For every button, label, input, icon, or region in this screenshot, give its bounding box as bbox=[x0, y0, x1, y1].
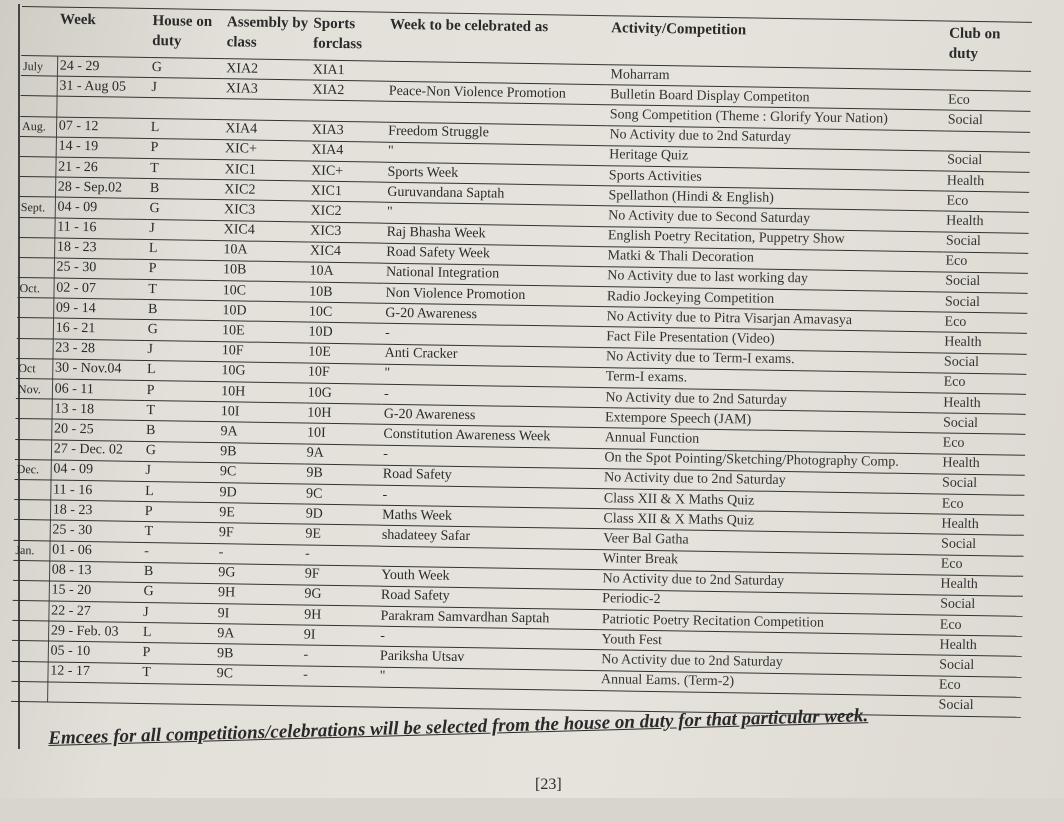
cell-week: 02 - 07 bbox=[54, 278, 147, 300]
schedule-body bbox=[11, 55, 1031, 717]
cell-club: Health bbox=[938, 575, 1023, 597]
cell-house: G bbox=[150, 58, 225, 79]
cell-week: 01 - 06 bbox=[49, 541, 142, 563]
cell-month: Oct. bbox=[17, 278, 54, 299]
cell-activity: Term-I exams. bbox=[604, 367, 942, 392]
cell-assembly: 10I bbox=[219, 402, 306, 424]
cell-activity: Song Competition (Theme : Glorify Your Nation) bbox=[608, 105, 946, 130]
cell-activity: Radio Jockeying Competition bbox=[605, 287, 943, 312]
cell-week-celebrated: " bbox=[386, 142, 608, 166]
cell-sports: XIC2 bbox=[308, 201, 385, 222]
cell-house: J bbox=[147, 219, 222, 240]
cell-activity: On the Spot Pointing/Sketching/Photography Comp. bbox=[602, 448, 940, 473]
schedule-table bbox=[11, 6, 1032, 718]
cell-week-celebrated: Freedom Struggle bbox=[386, 122, 608, 146]
cell-club: Social bbox=[939, 534, 1024, 556]
cell-activity: Patriotic Poetry Recitation Competition bbox=[600, 610, 938, 635]
header-assembly: Assembly by class bbox=[224, 10, 311, 60]
cell-assembly: 10G bbox=[219, 361, 306, 383]
cell-month bbox=[11, 661, 48, 682]
cell-week: 15 - 20 bbox=[49, 581, 142, 603]
cell-assembly: 10C bbox=[221, 281, 308, 303]
cell-week-celebrated: - bbox=[380, 485, 602, 509]
cell-week-celebrated bbox=[377, 687, 599, 711]
cell-sports: XIA2 bbox=[310, 80, 387, 101]
cell-week-celebrated: Pariksha Utsav bbox=[378, 647, 600, 671]
cell-assembly: 9G bbox=[216, 563, 303, 585]
cell-assembly: 9C bbox=[215, 664, 302, 686]
cell-activity: Fact File Presentation (Video) bbox=[604, 327, 942, 352]
cell-activity: Class XII & X Maths Quiz bbox=[601, 509, 939, 534]
cell-club: Social bbox=[944, 232, 1029, 254]
cell-sports: XIC+ bbox=[309, 161, 386, 182]
cell-week: 27 - Dec. 02 bbox=[51, 440, 144, 462]
cell-month: Dec. bbox=[15, 459, 52, 480]
cell-week-celebrated: - bbox=[383, 324, 605, 348]
cell-sports: 10I bbox=[305, 423, 382, 444]
cell-club: Eco bbox=[937, 676, 1022, 698]
schedule-sheet bbox=[9, 6, 1031, 822]
cell-activity: Winter Break bbox=[601, 549, 939, 574]
cell-club: Health bbox=[942, 332, 1027, 354]
cell-house: G bbox=[147, 199, 222, 220]
cell-club: Health bbox=[937, 635, 1022, 657]
cell-activity: Annual Function bbox=[603, 428, 941, 453]
cell-week-celebrated: - bbox=[381, 445, 603, 469]
cell-sports: 9F bbox=[303, 565, 380, 586]
cell-assembly: 9D bbox=[217, 483, 304, 505]
cell-sports: XIC3 bbox=[308, 222, 385, 243]
cell-activity: No Activity due to 2nd Saturday bbox=[607, 125, 945, 150]
cell-activity: Moharram bbox=[608, 65, 946, 90]
header-week-celebrated: Week to be celebrated as bbox=[387, 12, 609, 64]
cell-assembly: 9C bbox=[218, 462, 305, 484]
cell-week: 08 - 13 bbox=[49, 561, 142, 583]
cell-month: Oct bbox=[16, 358, 53, 379]
cell-month bbox=[18, 217, 55, 238]
cell-club: Social bbox=[946, 110, 1031, 132]
cell-house: L bbox=[145, 360, 220, 381]
cell-month bbox=[16, 399, 53, 420]
cell-assembly: 10H bbox=[219, 382, 306, 404]
cell-house: P bbox=[146, 259, 221, 280]
cell-month: Nov. bbox=[16, 378, 53, 399]
cell-club: Eco bbox=[946, 90, 1031, 112]
cell-month bbox=[14, 479, 51, 500]
cell-assembly: XIA2 bbox=[224, 59, 311, 81]
cell-assembly: XIC+ bbox=[223, 139, 310, 161]
cell-week: 25 - 30 bbox=[54, 258, 147, 280]
cell-activity: Annual Eams. (Term-2) bbox=[599, 670, 937, 695]
cell-house: B bbox=[144, 421, 219, 442]
cell-sports: XIA4 bbox=[309, 141, 386, 162]
header-activity: Activity/Competition bbox=[609, 16, 948, 70]
cell-week-celebrated: Non Violence Promotion bbox=[384, 283, 606, 307]
cell-month bbox=[17, 298, 54, 319]
cell-assembly: 9A bbox=[215, 624, 302, 646]
cell-house: T bbox=[144, 401, 219, 422]
emcees-footnote: Emcees for all competitions/celebrations will be selected from the house on duty for that particular week. bbox=[48, 705, 869, 749]
cell-house: P bbox=[145, 380, 220, 401]
cell-activity: English Poetry Recitation, Puppetry Show bbox=[606, 226, 944, 251]
cell-club: Health bbox=[940, 454, 1025, 476]
cell-month bbox=[15, 439, 52, 460]
cell-sports: 9D bbox=[304, 504, 381, 525]
cell-week-celebrated: Parakram Samvardhan Saptah bbox=[378, 606, 600, 630]
cell-activity: Youth Fest bbox=[599, 630, 937, 655]
cell-house: G bbox=[141, 582, 216, 603]
cell-month: Jan. bbox=[13, 540, 50, 561]
cell-sports: 9H bbox=[302, 605, 379, 626]
cell-week: 07 - 12 bbox=[56, 117, 149, 139]
cell-sports: 9B bbox=[304, 464, 381, 485]
cell-week: 12 - 17 bbox=[48, 662, 141, 684]
cell-assembly: 10A bbox=[221, 240, 308, 262]
cell-week: 24 - 29 bbox=[57, 56, 150, 78]
cell-week: 05 - 10 bbox=[48, 641, 141, 663]
cell-sports: 9I bbox=[302, 625, 379, 646]
cell-house: T bbox=[148, 158, 223, 179]
cell-house: J bbox=[149, 78, 224, 99]
cell-activity: No Activity due to 2nd Saturday bbox=[599, 650, 937, 675]
cell-house: B bbox=[142, 562, 217, 583]
cell-activity: Matki & Thali Decoration bbox=[605, 246, 943, 271]
cell-club: Social bbox=[941, 413, 1026, 435]
cell-club: Social bbox=[943, 292, 1028, 314]
cell-house: - bbox=[142, 542, 217, 563]
cell-sports bbox=[310, 100, 387, 121]
cell-week: 11 - 16 bbox=[55, 218, 148, 240]
cell-house bbox=[149, 98, 224, 119]
cell-month bbox=[14, 520, 51, 541]
cell-sports: 10F bbox=[306, 363, 383, 384]
cell-week-celebrated: Anti Cracker bbox=[383, 344, 605, 368]
cell-assembly: 9B bbox=[218, 442, 305, 464]
cell-week-celebrated: G-20 Awareness bbox=[383, 303, 605, 327]
cell-week-celebrated: Constitution Awareness Week bbox=[381, 425, 603, 449]
cell-house: T bbox=[146, 280, 221, 301]
cell-month bbox=[11, 681, 48, 702]
cell-sports: 10D bbox=[306, 322, 383, 343]
cell-house: J bbox=[141, 603, 216, 624]
cell-assembly: 9F bbox=[217, 523, 304, 545]
cell-house: G bbox=[146, 320, 221, 341]
header-week: Week bbox=[57, 7, 150, 57]
cell-house: B bbox=[146, 300, 221, 321]
cell-house: J bbox=[145, 340, 220, 361]
cell-club: Social bbox=[936, 696, 1021, 718]
cell-month bbox=[12, 621, 49, 642]
cell-sports: 9G bbox=[302, 585, 379, 606]
cell-assembly: 9E bbox=[217, 503, 304, 525]
cell-activity: No Activity due to 2nd Saturday bbox=[600, 569, 938, 594]
cell-assembly: 9I bbox=[216, 604, 303, 626]
cell-month bbox=[19, 156, 56, 177]
cell-week: 06 - 11 bbox=[52, 379, 145, 401]
cell-house: P bbox=[143, 502, 218, 523]
cell-club: Eco bbox=[940, 494, 1025, 516]
cell-assembly: 10D bbox=[220, 301, 307, 323]
cell-week: 25 - 30 bbox=[50, 520, 143, 542]
cell-month: Sept. bbox=[19, 197, 56, 218]
cell-house: G bbox=[144, 441, 219, 462]
cell-club: Eco bbox=[943, 252, 1028, 274]
cell-week: 28 - Sep.02 bbox=[55, 177, 148, 199]
cell-club: Social bbox=[937, 655, 1022, 677]
cell-week-celebrated: Raj Bhasha Week bbox=[384, 223, 606, 247]
cell-week: 30 - Nov.04 bbox=[52, 359, 145, 381]
cell-week: 31 - Aug 05 bbox=[57, 76, 150, 98]
cell-assembly: XIC3 bbox=[222, 200, 309, 222]
cell-week-celebrated: shadateey Safar bbox=[380, 526, 602, 550]
cell-month bbox=[21, 76, 58, 97]
cell-sports: - bbox=[301, 645, 378, 666]
cell-club: Health bbox=[945, 171, 1030, 193]
cell-activity: Veer Bal Gatha bbox=[601, 529, 939, 554]
cell-assembly: XIA3 bbox=[224, 79, 311, 101]
cell-sports: 9E bbox=[303, 524, 380, 545]
cell-week: 04 - 09 bbox=[51, 460, 144, 482]
cell-week-celebrated: - bbox=[382, 384, 604, 408]
page-number: [23] bbox=[535, 776, 562, 793]
cell-sports: 10G bbox=[305, 383, 382, 404]
cell-sports: - bbox=[301, 666, 378, 687]
cell-assembly: 9A bbox=[218, 422, 305, 444]
cell-activity: Heritage Quiz bbox=[607, 145, 945, 170]
cell-club: Social bbox=[945, 151, 1030, 173]
cell-week: 13 - 18 bbox=[52, 399, 145, 421]
cell-week-celebrated: " bbox=[382, 364, 604, 388]
cell-week bbox=[56, 96, 149, 118]
cell-activity: Spellathon (Hindi & English) bbox=[606, 186, 944, 211]
cell-month: July bbox=[21, 55, 58, 76]
cell-month bbox=[13, 580, 50, 601]
cell-month: Aug. bbox=[20, 116, 57, 137]
cell-month bbox=[20, 96, 57, 117]
cell-activity: No Activity due to last working day bbox=[605, 267, 943, 292]
cell-house: B bbox=[148, 179, 223, 200]
cell-sports bbox=[301, 686, 378, 707]
header-house: House on duty bbox=[150, 9, 225, 59]
cell-sports: 10H bbox=[305, 403, 382, 424]
cell-week: 11 - 16 bbox=[50, 480, 143, 502]
cell-sports: XIC1 bbox=[309, 181, 386, 202]
cell-week bbox=[47, 682, 140, 704]
cell-assembly: 10B bbox=[221, 261, 308, 283]
cell-house: P bbox=[140, 643, 215, 664]
cell-house: L bbox=[143, 481, 218, 502]
cell-club: Health bbox=[944, 211, 1029, 233]
cell-sports: XIA1 bbox=[311, 60, 388, 81]
cell-month bbox=[15, 419, 52, 440]
cell-house: P bbox=[148, 138, 223, 159]
cell-week: 23 - 28 bbox=[53, 339, 146, 361]
cell-house: L bbox=[149, 118, 224, 139]
cell-activity: No Activity due to 2nd Saturday bbox=[603, 388, 941, 413]
header-sports: Sports forclass bbox=[311, 11, 388, 61]
cell-assembly bbox=[214, 684, 301, 706]
header-club: Club on duty bbox=[947, 21, 1032, 71]
cell-sports: 10E bbox=[306, 343, 383, 364]
cell-week-celebrated: National Integration bbox=[384, 263, 606, 287]
cell-month bbox=[12, 600, 49, 621]
cell-activity: No Activity due to Pitra Visarjan Amavasya bbox=[604, 307, 942, 332]
cell-activity: Bulletin Board Display Competiton bbox=[608, 85, 946, 110]
cell-week-celebrated: Guruvandana Saptah bbox=[385, 182, 607, 206]
cell-club: Eco bbox=[941, 373, 1026, 395]
cell-activity: No Activity due to Term-I exams. bbox=[604, 347, 942, 372]
cell-assembly: 9B bbox=[215, 644, 302, 666]
cell-club: Eco bbox=[944, 191, 1029, 213]
cell-sports: 9C bbox=[304, 484, 381, 505]
cell-week-celebrated: Road Safety bbox=[381, 465, 603, 489]
cell-assembly: XIC2 bbox=[222, 180, 309, 202]
cell-sports: 10B bbox=[307, 282, 384, 303]
cell-week-celebrated: " bbox=[377, 667, 599, 691]
cell-assembly: 10F bbox=[220, 341, 307, 363]
cell-sports: 10A bbox=[307, 262, 384, 283]
cell-house bbox=[140, 683, 215, 704]
cell-week-celebrated: Peace-Non Violence Promotion bbox=[387, 81, 609, 105]
cell-month bbox=[16, 338, 53, 359]
cell-sports: XIC4 bbox=[308, 242, 385, 263]
cell-club: Social bbox=[943, 272, 1028, 294]
cell-week: 14 - 19 bbox=[56, 137, 149, 159]
header-month bbox=[21, 6, 58, 56]
cell-week-celebrated: Road Safety Week bbox=[384, 243, 606, 267]
cell-sports: 10C bbox=[307, 302, 384, 323]
cell-assembly: - bbox=[216, 543, 303, 565]
cell-month bbox=[18, 257, 55, 278]
cell-week: 18 - 23 bbox=[54, 238, 147, 260]
cell-club: Eco bbox=[939, 554, 1024, 576]
cell-week: 21 - 26 bbox=[56, 157, 149, 179]
cell-assembly: XIC4 bbox=[222, 220, 309, 242]
cell-club: Eco bbox=[942, 312, 1027, 334]
cell-house: T bbox=[142, 522, 217, 543]
cell-club: Social bbox=[940, 474, 1025, 496]
cell-week-celebrated: Sports Week bbox=[385, 162, 607, 186]
cell-month bbox=[18, 237, 55, 258]
cell-month bbox=[12, 641, 49, 662]
cell-activity: Periodic-2 bbox=[600, 590, 938, 615]
cell-house: J bbox=[143, 461, 218, 482]
cell-week-celebrated: - bbox=[378, 626, 600, 650]
cell-month bbox=[20, 136, 57, 157]
cell-activity: Extempore Speech (JAM) bbox=[603, 408, 941, 433]
cell-month bbox=[19, 177, 56, 198]
cell-week-celebrated: Youth Week bbox=[379, 566, 601, 590]
cell-month bbox=[13, 560, 50, 581]
cell-week-celebrated: G-20 Awareness bbox=[382, 404, 604, 428]
cell-month bbox=[14, 500, 51, 521]
cell-week: 29 - Feb. 03 bbox=[48, 621, 141, 643]
cell-house: L bbox=[147, 239, 222, 260]
cell-house: T bbox=[140, 663, 215, 684]
cell-week: 16 - 21 bbox=[53, 318, 146, 340]
cell-assembly: XIA4 bbox=[223, 119, 310, 141]
cell-club: Social bbox=[938, 595, 1023, 617]
cell-sports: XIA3 bbox=[310, 121, 387, 142]
cell-month bbox=[17, 318, 54, 339]
cell-activity: No Activity due to 2nd Saturday bbox=[602, 468, 940, 493]
cell-house: L bbox=[141, 623, 216, 644]
cell-club: Eco bbox=[938, 615, 1023, 637]
cell-week-celebrated: Maths Week bbox=[380, 505, 602, 529]
cell-assembly: 10E bbox=[220, 321, 307, 343]
cell-assembly: XIC1 bbox=[222, 160, 309, 182]
cell-week: 22 - 27 bbox=[49, 601, 142, 623]
cell-sports: - bbox=[303, 544, 380, 565]
cell-club: Health bbox=[939, 514, 1024, 536]
cell-week: 09 - 14 bbox=[53, 298, 146, 320]
cell-week: 20 - 25 bbox=[51, 419, 144, 441]
cell-club: Social bbox=[942, 353, 1027, 375]
cell-activity: Sports Activities bbox=[607, 166, 945, 191]
cell-activity: Class XII & X Maths Quiz bbox=[602, 489, 940, 514]
cell-week: 18 - 23 bbox=[50, 500, 143, 522]
cell-week-celebrated: Road Safety bbox=[379, 586, 601, 610]
cell-week-celebrated: " bbox=[385, 203, 607, 227]
cell-sports: 9A bbox=[305, 444, 382, 465]
cell-activity: No Activity due to Second Saturday bbox=[606, 206, 944, 231]
cell-club: Health bbox=[941, 393, 1026, 415]
cell-week: 04 - 09 bbox=[55, 197, 148, 219]
cell-club: Eco bbox=[941, 433, 1026, 455]
cell-assembly: 9H bbox=[216, 583, 303, 605]
cell-assembly bbox=[223, 99, 310, 121]
cell-club bbox=[945, 131, 1030, 153]
cell-club bbox=[946, 70, 1031, 92]
